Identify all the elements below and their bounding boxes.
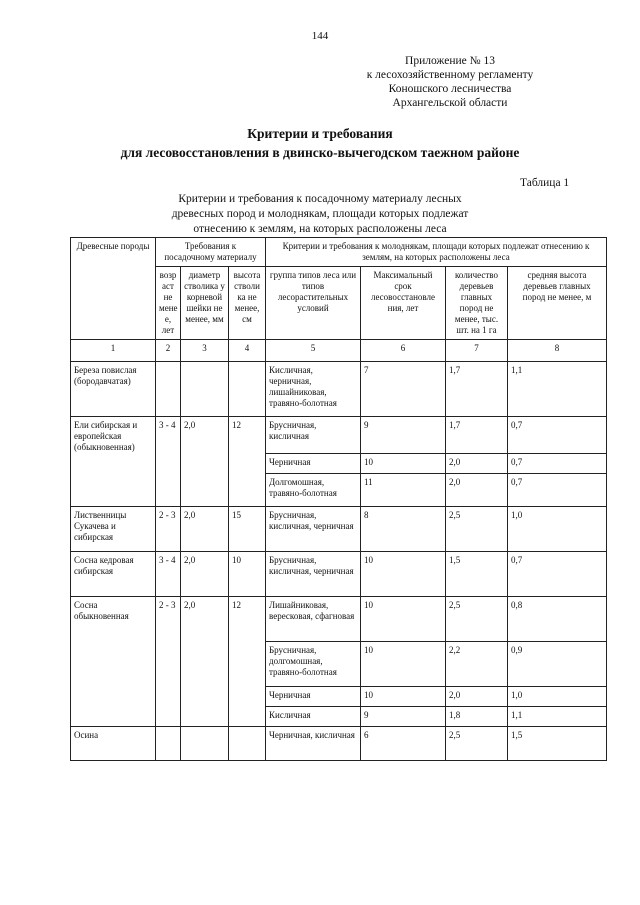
- species-cell: Ели сибирская и европейская (обыкновенная): [71, 417, 156, 507]
- avg-height-cell: 0,7: [508, 552, 607, 597]
- column-number: 7: [446, 340, 508, 362]
- page-number: 144: [311, 30, 329, 42]
- height-cell: [229, 362, 266, 417]
- table-row: [71, 362, 607, 417]
- forest-type-cell: Черничная: [266, 687, 361, 707]
- max-term-cell: 10: [361, 454, 446, 474]
- tree-count-cell: 2,5: [446, 597, 508, 642]
- table-row: [71, 727, 607, 761]
- column-number: 3: [181, 340, 229, 362]
- tree-count-cell: 2,2: [446, 642, 508, 687]
- forest-type-cell: Брусничная, кисличная: [266, 417, 361, 454]
- table-label: Таблица 1: [520, 177, 570, 189]
- title-line: Критерии и требования: [247, 126, 393, 141]
- tree-count-cell: 1,7: [446, 417, 508, 454]
- avg-height-cell: 0,8: [508, 597, 607, 642]
- forest-type-cell: Брусничная, кисличная, черничная: [266, 507, 361, 552]
- caption-line: Критерии и требования к посадочному материалу лесных: [178, 193, 462, 205]
- tree-count-cell: 2,0: [446, 687, 508, 707]
- tree-count-cell: 2,0: [446, 454, 508, 474]
- max-term-cell: 10: [361, 687, 446, 707]
- avg-height-cell: 0,9: [508, 642, 607, 687]
- age-cell: [156, 727, 181, 761]
- max-term-cell: 9: [361, 417, 446, 454]
- max-term-cell: 10: [361, 597, 446, 642]
- column-number-row: [71, 340, 607, 362]
- forest-type-cell: Долгомошная, травяно-болотная: [266, 474, 361, 507]
- tree-count-cell: 2,0: [446, 474, 508, 507]
- appendix-line: Архангельской области: [392, 97, 508, 109]
- forest-type-cell: Черничная: [266, 454, 361, 474]
- max-term-cell: 8: [361, 507, 446, 552]
- tree-count-cell: 2,5: [446, 727, 508, 761]
- avg-height-cell: 1,1: [508, 362, 607, 417]
- diameter-cell: 2,0: [181, 597, 229, 727]
- table-caption: [140, 192, 500, 237]
- height-cell: 12: [229, 597, 266, 727]
- table-row: [71, 507, 607, 552]
- diameter-cell: 2,0: [181, 417, 229, 507]
- tree-count-cell: 1,5: [446, 552, 508, 597]
- height-cell: 15: [229, 507, 266, 552]
- max-term-cell: 7: [361, 362, 446, 417]
- species-cell: Осина: [71, 727, 156, 761]
- avg-height-cell: 0,7: [508, 417, 607, 454]
- forest-type-cell: Брусничная, долгомошная, травяно-болотная: [266, 642, 361, 687]
- height-cell: 10: [229, 552, 266, 597]
- document-title: [0, 124, 640, 162]
- criteria-table: [70, 237, 607, 761]
- forest-type-cell: Брусничная, кисличная, черничная: [266, 552, 361, 597]
- header-young-stand-requirements: Критерии и требования к молоднякам, площади которых подлежат отнесению к землям, на которых расположены леса: [266, 238, 607, 267]
- avg-height-cell: 1,5: [508, 727, 607, 761]
- forest-type-cell: Кисличная: [266, 707, 361, 727]
- species-cell: Сосна обыкновенная: [71, 597, 156, 727]
- tree-count-cell: 2,5: [446, 507, 508, 552]
- caption-line: отнесению к землям, на которых расположены леса: [193, 223, 447, 235]
- column-number: 8: [508, 340, 607, 362]
- height-cell: 12: [229, 417, 266, 507]
- column-number: 6: [361, 340, 446, 362]
- forest-type-cell: Черничная, кисличная: [266, 727, 361, 761]
- max-term-cell: 10: [361, 642, 446, 687]
- header-max-term: Максимальный срок лесовосстановле ния, лет: [361, 267, 446, 340]
- diameter-cell: 2,0: [181, 507, 229, 552]
- column-number: 5: [266, 340, 361, 362]
- max-term-cell: 9: [361, 707, 446, 727]
- species-cell: Береза повислая (бородавчатая): [71, 362, 156, 417]
- appendix-line: к лесохозяйственному регламенту: [366, 69, 534, 81]
- avg-height-cell: 1,1: [508, 707, 607, 727]
- height-cell: [229, 727, 266, 761]
- age-cell: [156, 362, 181, 417]
- diameter-cell: 2,0: [181, 552, 229, 597]
- column-number: 4: [229, 340, 266, 362]
- avg-height-cell: 1,0: [508, 507, 607, 552]
- table-row: [71, 597, 607, 642]
- title-line: для лесовосстановления в двинско-вычегодском таежном районе: [120, 145, 520, 160]
- appendix-line: Коношского лесничества: [388, 83, 512, 95]
- appendix-block: [330, 54, 570, 110]
- age-cell: 3 - 4: [156, 552, 181, 597]
- header-planting-requirements: Требования к посадочному материалу: [156, 238, 266, 267]
- header-avg-height: средняя высота деревьев главных пород не менее, м: [508, 267, 607, 340]
- table-row: [71, 417, 607, 454]
- table-row: [71, 552, 607, 597]
- appendix-line: Приложение № 13: [405, 55, 495, 67]
- column-number: 1: [71, 340, 156, 362]
- age-cell: 3 - 4: [156, 417, 181, 507]
- forest-type-cell: Кисличная, черничная, лишайниковая, травяно-болотная: [266, 362, 361, 417]
- tree-count-cell: 1,8: [446, 707, 508, 727]
- column-number: 2: [156, 340, 181, 362]
- caption-line: древесных пород и молоднякам, площади которых подлежат: [171, 208, 469, 220]
- header-species: Древесные породы: [71, 238, 156, 340]
- species-cell: Сосна кедровая сибирская: [71, 552, 156, 597]
- forest-type-cell: Лишайниковая, вересковая, сфагновая: [266, 597, 361, 642]
- avg-height-cell: 0,7: [508, 474, 607, 507]
- age-cell: 2 - 3: [156, 507, 181, 552]
- tree-count-cell: 1,7: [446, 362, 508, 417]
- diameter-cell: [181, 362, 229, 417]
- max-term-cell: 6: [361, 727, 446, 761]
- avg-height-cell: 1,0: [508, 687, 607, 707]
- species-cell: Лиственницы Сукачева и сибирская: [71, 507, 156, 552]
- header-diameter: диаметр стволика у корневой шейки не менее, мм: [181, 267, 229, 340]
- max-term-cell: 11: [361, 474, 446, 507]
- header-height: высота стволи ка не менее, см: [229, 267, 266, 340]
- max-term-cell: 10: [361, 552, 446, 597]
- header-tree-count: количество деревьев главных пород не менее, тыс. шт. на 1 га: [446, 267, 508, 340]
- diameter-cell: [181, 727, 229, 761]
- avg-height-cell: 0,7: [508, 454, 607, 474]
- header-age: возр аст не мене е, лет: [156, 267, 181, 340]
- age-cell: 2 - 3: [156, 597, 181, 727]
- header-forest-type: группа типов леса или типов лесорастительных условий: [266, 267, 361, 340]
